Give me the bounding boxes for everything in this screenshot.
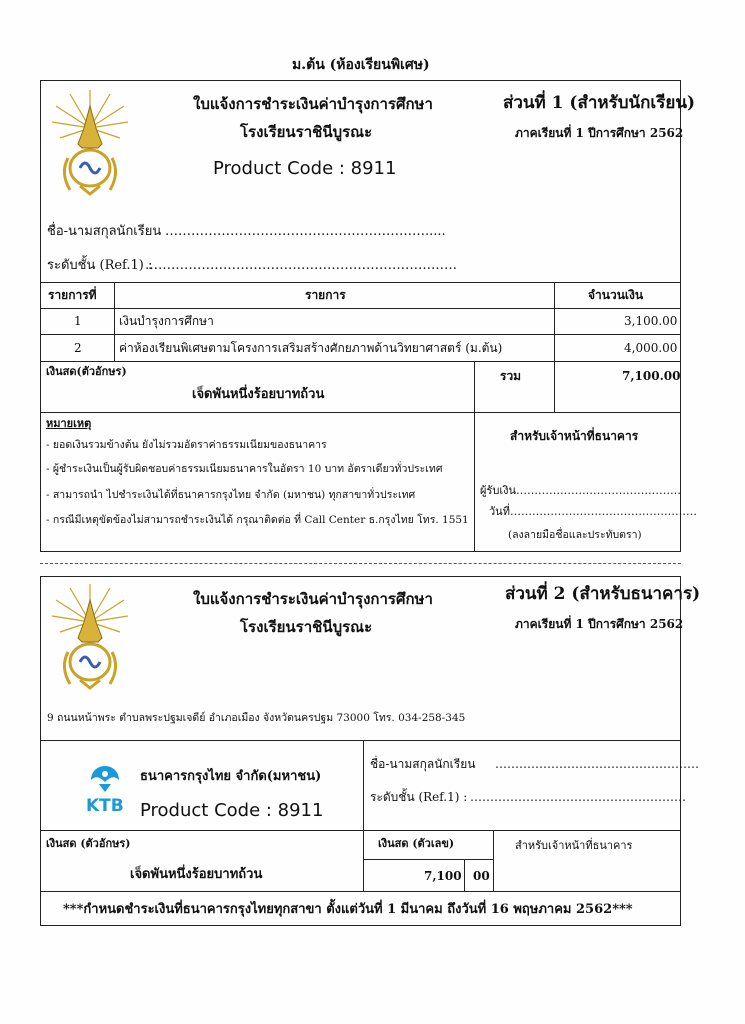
part1-name-field[interactable]: ……………………………………………………..... [165,224,446,239]
bank-officer-receiver[interactable]: ผู้รับเงิน……………………………………… [480,484,681,497]
cut-line [40,563,681,564]
part2-grade-label: ระดับชั้น (Ref.1) : [370,790,468,804]
part1-part-label: ส่วนที่ 1 (สำหรับนักเรียน) [503,93,695,113]
total-value: 7,100.00 [622,369,681,383]
part2-officer-label: สำหรับเจ้าหน้าที่ธนาคาร [515,839,633,852]
page-header: ม.ต้น (ห้องเรียนพิเศษ) [292,57,430,73]
table-row-1-amount: 3,100.00 [624,314,678,328]
table-row-2-no: 2 [74,341,82,355]
payment-deadline: ***กำหนดชำระเงินที่ธนาคารกรุงไทยทุกสาขา ตั้งแต่วันที่ 1 มีนาคม ถึงวันที่ 16 พฤษภาคม 2562*** [63,902,633,917]
cash-text-value: เจ็ดพันหนึ่งร้อยบาทถ้วน [192,387,325,402]
part2-doc-title: ใบแจ้งการชำระเงินค่าบำรุงการศึกษา [193,590,433,608]
notes-title: หมายเหตุ [46,417,92,430]
ktb-logo-text: KTB [86,796,124,816]
note-item-3: - สามารถนำ ไปชำระเงินได้ที่ธนาคารกรุงไทย จำกัด (มหาชน) ทุกสาขาทั่วประเทศ [46,489,416,501]
note-item-1: - ยอดเงินรวมข้างต้น ยังไม่รวมอัตราค่าธรรมเนียมของธนาคาร [46,439,327,451]
bank-officer-title: สำหรับเจ้าหน้าที่ธนาคาร [510,429,639,443]
school-emblem-icon [50,88,130,198]
part1-product-code: Product Code : 8911 [213,158,397,179]
table-row-1-item: เงินบำรุงการศึกษา [119,314,214,328]
part2-semester: ภาคเรียนที่ 1 ปีการศึกษา 2562 [515,617,684,631]
bank-officer-date[interactable]: วันที่…………………………………………… [489,505,697,518]
table-header-no: รายการที่ [48,288,97,302]
part2-cash-text-label: เงินสด (ตัวอักษร) [46,837,131,850]
note-item-4: - กรณีมีเหตุขัดข้องไม่สามารถชำระเงินได้ กรุณาติดต่อ ที่ Call Center ธ.กรุงไทย โทร. 1551 [46,514,469,526]
part2-cash-satang: 00 [473,869,490,883]
bank-name: ธนาคารกรุงไทย จำกัด(มหาชน) [140,769,322,784]
part2-cash-num-label: เงินสด (ตัวเลข) [378,837,455,850]
part1-semester: ภาคเรียนที่ 1 ปีการศึกษา 2562 [515,126,684,140]
part1-name-label: ชื่อ-นามสกุลนักเรียน [47,224,162,239]
table-row-1-no: 1 [74,314,82,328]
part1-grade-field[interactable]: ……………………………………………………………… [145,258,457,273]
table-row-2-item: ค่าห้องเรียนพิเศษตามโครงการเสริมสร้างศักยภาพด้านวิทยาศาสตร์ (ม.ต้น) [119,341,503,355]
part2-cash-baht: 7,100 [424,869,462,883]
part2-name-label: ชื่อ-นามสกุลนักเรียน [370,757,476,771]
part2-cash-text-value: เจ็ดพันหนึ่งร้อยบาทถ้วน [130,867,263,882]
ktb-bird-logo-icon [85,762,125,794]
school-address: 9 ถนนหน้าพระ ตำบลพระปฐมเจดีย์ อำเภอเมือง จังหวัดนครปฐม 73000 โทร. 034-258-345 [47,712,466,724]
school-emblem-icon [50,582,130,692]
cash-text-label: เงินสด(ตัวอักษร) [46,365,127,378]
total-label: รวม [500,369,522,383]
bank-officer-sign-note: (ลงลายมือชื่อและประทับตรา) [508,529,642,541]
part1-doc-title: ใบแจ้งการชำระเงินค่าบำรุงการศึกษา [193,95,433,113]
part2-name-field[interactable]: …………………………………………… [495,757,699,771]
part2-grade-field[interactable]: ……………………………………………… [470,790,686,804]
part1-grade-label: ระดับชั้น (Ref.1) : [47,258,153,273]
table-header-item: รายการ [305,288,346,302]
note-item-2: - ผู้ชำระเงินเป็นผู้รับผิดชอบค่าธรรมเนียมธนาคารในอัตรา 10 บาท อัตราเดียวทั่วประเทศ [46,463,443,475]
part1-school-name: โรงเรียนราชินีบูรณะ [240,123,373,141]
part2-part-label: ส่วนที่ 2 (สำหรับธนาคาร) [505,584,701,604]
table-header-amount: จำนวนเงิน [588,288,644,302]
part2-product-code: Product Code : 8911 [140,800,324,821]
part2-school-name: โรงเรียนราชินีบูรณะ [240,618,373,636]
table-row-2-amount: 4,000.00 [624,341,678,355]
